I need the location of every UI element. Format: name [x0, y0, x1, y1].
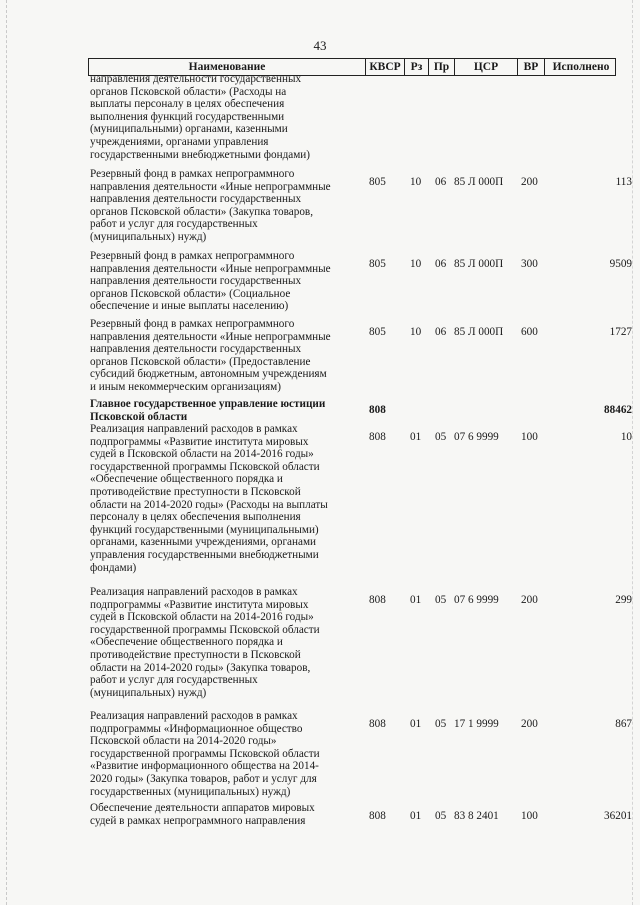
row-name-line: судей в Псковской области на 2014-2016 годы»: [90, 611, 314, 624]
cell-executed: 1727: [609, 326, 632, 338]
row-name-line: Обеспечение деятельности аппаратов мировых: [90, 802, 315, 814]
row-name-line: (муниципальных) нужд): [90, 686, 207, 699]
cell-pr: 05: [435, 431, 447, 443]
row-name: [90, 710, 358, 798]
header-kvsr: КВСР: [369, 61, 401, 73]
scan-edge-right: [632, 0, 634, 905]
row-name-line: персоналу в целях обеспечения выполнения: [90, 511, 301, 524]
cell-executed: 113: [615, 176, 632, 188]
cell-vr: 200: [521, 718, 538, 730]
cell-rz: 10: [410, 176, 422, 188]
page-number: 43: [313, 38, 327, 53]
header-vr: ВР: [523, 61, 539, 73]
row-name-line: Главное государственное управление юстиции: [90, 398, 326, 410]
row-name-line: «Обеспечение общественного порядка и: [90, 473, 283, 486]
cell-csr: 17 1 9999: [454, 718, 499, 730]
row-name: [90, 423, 358, 574]
cell-pr: 05: [435, 810, 447, 822]
row-name-line: «Обеспечение общественного порядка и: [90, 636, 283, 649]
header-csr: ЦСР: [473, 61, 499, 73]
cell-csr: 07 6 9999: [454, 431, 499, 443]
row-name-line: направления деятельности государственных: [90, 193, 302, 206]
cell-csr: 85 Л 000П: [454, 258, 504, 270]
row-name-line: обеспечение и иные выплаты населению): [90, 300, 289, 313]
row-name-line: (муниципальными) органами, казенными: [90, 123, 288, 136]
row-name-line: функций государственными (муниципальными): [90, 523, 319, 536]
row-name-line: подпрограммы «Развитие института мировых: [90, 435, 309, 448]
row-name-line: судей в рамках непрограммного направления: [90, 814, 306, 827]
cell-rz: 01: [410, 594, 422, 606]
row-name-line: противодействие преступности в Псковской: [90, 648, 301, 661]
row-name-line: и иным некоммерческим организациям): [90, 380, 281, 393]
cell-kvsr: 808: [369, 810, 386, 822]
row-name-line: Реализация направлений расходов в рамках: [90, 586, 298, 598]
cell-rz: 01: [410, 718, 422, 730]
row-name-line: Псковской области на 2014-2020 годы»: [90, 735, 277, 748]
cell-vr: 200: [521, 176, 538, 188]
header-pr: Пр: [433, 61, 450, 73]
cell-csr: 83 8 2401: [454, 810, 499, 822]
row-name-line: государственной программы Псковской области: [90, 460, 320, 473]
cell-rz: 10: [410, 258, 422, 270]
cell-vr: 600: [521, 326, 538, 338]
row-name-line: органов Псковской области» (Расходы на: [90, 85, 287, 98]
cell-vr: 100: [521, 431, 538, 443]
row-name-line: выполнения функций государственными: [90, 110, 285, 123]
row-name: [90, 168, 358, 244]
row-name: [90, 398, 358, 423]
cell-kvsr: 805: [369, 176, 386, 188]
row-name-line: государственных (муниципальных) нужд): [90, 785, 291, 798]
row-name-line: Резервный фонд в рамках непрограммного: [90, 318, 295, 330]
cell-pr: 05: [435, 718, 447, 730]
row-name: [90, 73, 358, 161]
cell-executed: 10: [620, 431, 632, 443]
row-name-line: Резервный фонд в рамках непрограммного: [90, 250, 295, 262]
row-name-line: направления деятельности «Иные непрограммные: [90, 330, 331, 343]
cell-kvsr: 808: [369, 718, 386, 730]
cell-kvsr: 808: [369, 431, 386, 443]
row-name-line: 2020 годы» (Закупка товаров, работ и услуг для: [90, 772, 317, 785]
header-name: Наименование: [188, 61, 266, 73]
row-name-line: органов Псковской области» (Предоставление: [90, 355, 311, 368]
row-name-line: Реализация направлений расходов в рамках: [90, 423, 298, 435]
cell-csr: 07 6 9999: [454, 594, 499, 606]
cell-executed: 299: [615, 594, 632, 606]
header-executed: Исполнено: [552, 61, 610, 73]
row-name-line: области на 2014-2020 годы» (Закупка товаров,: [90, 661, 311, 674]
row-name-line: субсидий бюджетным, автономным учреждениям: [90, 368, 327, 381]
cell-kvsr: 808: [369, 404, 386, 416]
row-name-line: государственными внебюджетными фондами): [90, 148, 311, 161]
row-name-line: учреждениями, органами управления: [90, 135, 269, 148]
cell-csr: 85 Л 000П: [454, 326, 504, 338]
row-name-line: направления деятельности государственных: [90, 275, 302, 288]
row-name: [90, 250, 358, 313]
row-name: [90, 586, 358, 699]
cell-vr: 200: [521, 594, 538, 606]
row-name-line: «Развитие информационного общества на 2014-: [90, 760, 319, 773]
row-name-line: Псковской области: [90, 410, 188, 423]
row-name-line: подпрограммы «Информационное общество: [90, 722, 303, 735]
header-rz: Рз: [410, 61, 423, 73]
cell-executed: 9509: [609, 258, 632, 270]
cell-pr: 06: [435, 176, 447, 188]
cell-rz: 10: [410, 326, 422, 338]
cell-vr: 300: [521, 258, 538, 270]
row-name-line: выплаты персоналу в целях обеспечения: [90, 98, 285, 111]
row-name-line: направления деятельности государственных: [90, 343, 302, 356]
cell-rz: 01: [410, 810, 422, 822]
row-name-line: направления деятельности «Иные непрограммные: [90, 180, 331, 193]
row-name-line: органов Псковской области» (Социальное: [90, 287, 291, 300]
row-name-line: подпрограммы «Развитие института мировых: [90, 598, 309, 611]
row-name-line: противодействие преступности в Псковской: [90, 485, 301, 498]
cell-kvsr: 808: [369, 594, 386, 606]
cell-executed: 867: [615, 718, 632, 730]
cell-rz: 01: [410, 431, 422, 443]
row-name: [90, 802, 358, 827]
row-name: [90, 318, 358, 394]
row-name-line: (муниципальных) нужд): [90, 230, 207, 243]
scan-edge-left: [6, 0, 8, 905]
row-name-line: управления государственными внебюджетными: [90, 548, 319, 561]
cell-kvsr: 805: [369, 326, 386, 338]
cell-kvsr: 805: [369, 258, 386, 270]
cell-csr: 85 Л 000П: [454, 176, 504, 188]
cell-pr: 06: [435, 326, 447, 338]
cell-vr: 100: [521, 810, 538, 822]
row-name-line: Резервный фонд в рамках непрограммного: [90, 168, 295, 180]
row-name-line: направления деятельности государственных: [90, 73, 302, 85]
row-name-line: направления деятельности «Иные непрограммные: [90, 262, 331, 275]
row-name-line: судей в Псковской области на 2014-2016 годы»: [90, 448, 314, 461]
cell-executed: 88462: [604, 404, 632, 416]
cell-pr: 06: [435, 258, 447, 270]
row-name-line: фондами): [90, 561, 137, 574]
row-name-line: работ и услуг для государственных: [90, 218, 258, 231]
row-name-line: органами, казенными учреждениями, органами: [90, 536, 317, 549]
cell-pr: 05: [435, 594, 447, 606]
row-name-line: Реализация направлений расходов в рамках: [90, 710, 298, 722]
row-name-line: государственной программы Псковской области: [90, 623, 320, 636]
row-name-line: государственной программы Псковской области: [90, 747, 320, 760]
cell-executed: 36201: [604, 810, 632, 822]
row-name-line: работ и услуг для государственных: [90, 674, 258, 687]
row-name-line: органов Псковской области» (Закупка товаров,: [90, 205, 314, 218]
row-name-line: области на 2014-2020 годы» (Расходы на выплаты: [90, 498, 328, 511]
